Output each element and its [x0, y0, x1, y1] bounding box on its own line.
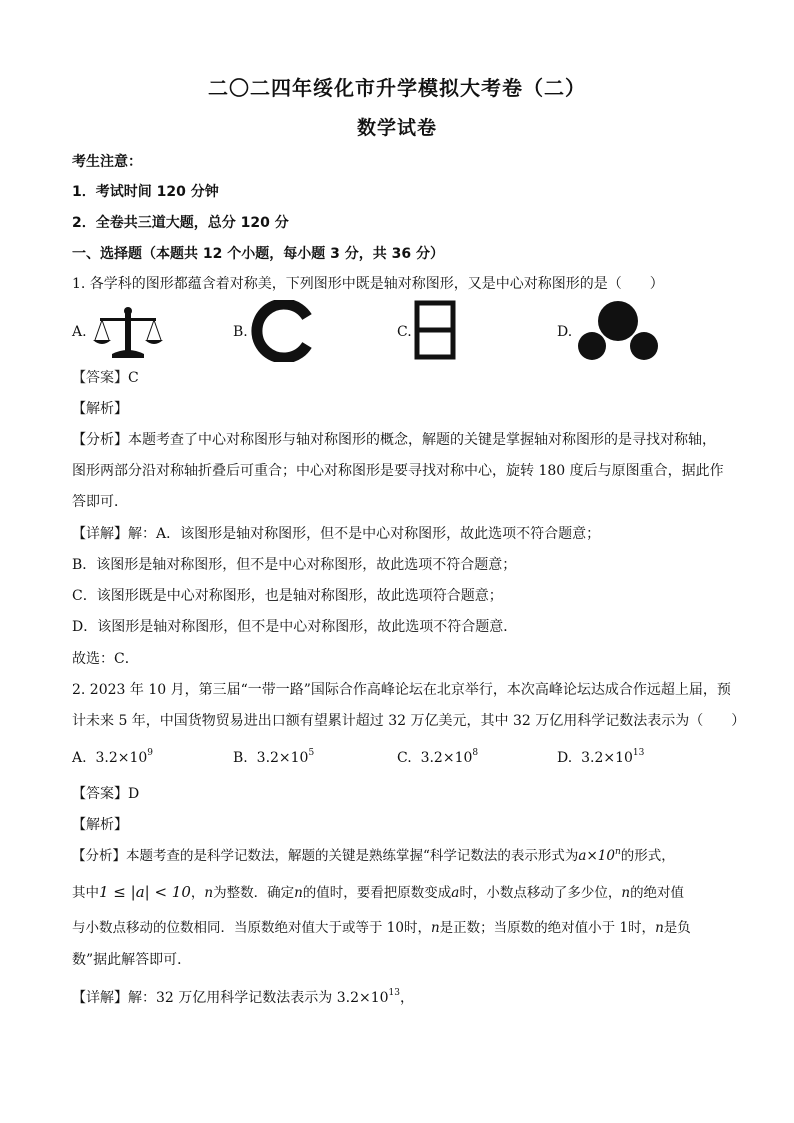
q2-stem-line-2: 计未来 5 年，中国货物贸易进出口额有望累计超过 32 万亿美元，其中 32 万亿用科学记数法表示为（ ） [72, 713, 746, 729]
q2-detail-text: 解：32 万亿用科学记数法表示为 3.2×10 [128, 990, 389, 1006]
q1-detail-tag: 【详解】 [72, 526, 128, 542]
q2-fenxi-tag: 【分析】 [72, 848, 126, 864]
q2-answer [72, 784, 732, 804]
q1-option-b-label: B. [233, 324, 248, 340]
q1-fenxi-line-1 [72, 430, 732, 450]
q2-option-b-exp: 5 [308, 748, 315, 759]
q2-fenxi-text-2f: 的绝对值 [630, 885, 685, 901]
q1-option-a-label: A. [72, 324, 87, 340]
q2-option-a [72, 748, 153, 768]
q2-fenxi-line-1 [72, 846, 732, 866]
q2-fenxi-text-2e: 时，小数点移动了多少位， [459, 885, 622, 901]
q1-conclusion: 故选：C． [72, 651, 139, 667]
q1-analysis-tag: 【解析】 [72, 401, 128, 417]
q2-fenxi-a-var: a [451, 885, 460, 901]
q2-option-a-label: A. [72, 750, 87, 766]
q1-fenxi-line-3: 答即可． [72, 494, 128, 510]
q2-fenxi-math-1: a×10 [578, 848, 615, 864]
q2-option-c-label: C. [397, 750, 412, 766]
q2-detail-line [72, 988, 732, 1008]
q1-option-d-label: D. [557, 324, 573, 340]
q1-fenxi-line-2: 图形两部分沿对称轴折叠后可重合；中心对称图形是要寻找对称中心，旋转 180 度后与原图重合，据此作 [72, 463, 724, 479]
q2-fenxi-text-1b: 的形式， [620, 848, 675, 864]
q1-detail-line-2: B．该图形是轴对称图形，但不是中心对称图形，故此选项不符合题意； [72, 557, 517, 573]
three-circles-icon [578, 300, 658, 362]
q2-fenxi-text-2d: 的值时，要看把原数变成 [302, 885, 452, 901]
q2-fenxi-n-5: n [655, 920, 664, 936]
q2-fenxi-line-4: 数”据此解答即可． [72, 952, 192, 968]
q2-fenxi-line-3 [72, 918, 732, 938]
balance-scale-icon [90, 306, 166, 360]
q1-detail-line-3: C．该图形既是中心对称图形，也是轴对称图形，故此选项符合题意； [72, 588, 503, 604]
q2-fenxi-n-2: n [294, 885, 303, 901]
q2-option-a-exp: 9 [147, 748, 154, 759]
q2-option-b-label: B. [233, 750, 248, 766]
q2-fenxi-text-1a: 本题考查的是科学记数法，解题的关键是熟练掌握“科学记数法的表示形式为 [126, 848, 579, 864]
q1-stem: 1. 各学科的图形都蕴含着对称美，下列图形中既是轴对称图形，又是中心对称图形的是（ ） [72, 276, 664, 292]
exam-subtitle: 数学试卷 [356, 117, 437, 139]
q1-fenxi-text-1: 本题考查了中心对称图形与轴对称图形的概念，解题的关键是掌握轴对称图形的是寻找对称轴， [128, 432, 716, 448]
q2-fenxi-math-2: 1 ≤ |a| < 10 [99, 883, 191, 901]
q2-fenxi-text-2c: 为整数．确定 [213, 885, 295, 901]
q2-analysis-tag: 【解析】 [72, 817, 128, 833]
q2-answer-tag: 【答案】 [72, 786, 128, 802]
q2-option-c [397, 748, 478, 768]
q2-fenxi-text-2a: 其中 [72, 885, 99, 901]
q2-fenxi-text-3a: 与小数点移动的位数相同．当原数绝对值大于或等于 10时， [72, 920, 431, 936]
q2-option-d [557, 748, 644, 768]
q2-answer-value: D [128, 786, 140, 802]
q2-fenxi-text-3c: 是负 [663, 920, 691, 936]
q2-fenxi-line-2 [72, 882, 732, 903]
q2-option-d-exp: 13 [632, 748, 645, 759]
q1-fenxi-tag: 【分析】 [72, 432, 128, 448]
q2-detail-tag: 【详解】 [72, 990, 128, 1006]
q2-detail-exp: 13 [388, 988, 400, 999]
q2-fenxi-text-2b: ， [190, 885, 205, 901]
q2-fenxi-exp-1: n [614, 846, 621, 857]
q2-detail-end: ， [399, 990, 414, 1006]
q2-option-a-base: 3.2×10 [95, 750, 148, 766]
exam-title: 二〇二四年绥化市升学模拟大考卷（二） [208, 76, 586, 100]
notice-heading: 考生注意： [72, 154, 142, 170]
q2-option-d-label: D. [557, 750, 573, 766]
q2-option-c-base: 3.2×10 [420, 750, 473, 766]
split-rectangle-icon [414, 300, 456, 360]
q1-detail-text-1: 解：A．该图形是轴对称图形，但不是中心对称图形，故此选项不符合题意； [128, 526, 601, 542]
q2-fenxi-text-3b: 是正数；当原数的绝对值小于 1时， [439, 920, 656, 936]
notice-item-2: 2．全卷共三道大题，总分 120 分 [72, 215, 289, 231]
q1-option-c-label: C. [397, 324, 412, 340]
q2-stem-line-1: 2. 2023 年 10 月，第三届“一带一路”国际合作高峰论坛在北京举行，本次高峰论坛达成合作远超上届，预 [72, 682, 731, 698]
q1-answer [72, 368, 732, 388]
q2-option-c-exp: 8 [472, 748, 479, 759]
section-heading: 一、选择题（本题共 12 个小题，每小题 3 分，共 36 分） [72, 246, 444, 262]
notice-item-1: 1．考试时间 120 分钟 [72, 184, 219, 200]
q2-fenxi-n-3: n [621, 885, 631, 901]
c-ring-icon [251, 300, 315, 362]
q1-answer-value: C [128, 370, 139, 386]
q1-detail-line-1 [72, 524, 732, 544]
q2-fenxi-n-1: n [204, 885, 214, 901]
q2-option-b-base: 3.2×10 [256, 750, 309, 766]
q2-option-d-base: 3.2×10 [581, 750, 633, 766]
q2-fenxi-n-4: n [430, 920, 440, 936]
q1-detail-line-4: D．该图形是轴对称图形，但不是中心对称图形，故此选项不符合题意． [72, 619, 518, 635]
q1-answer-tag: 【答案】 [72, 370, 128, 386]
q2-option-b [233, 748, 314, 768]
